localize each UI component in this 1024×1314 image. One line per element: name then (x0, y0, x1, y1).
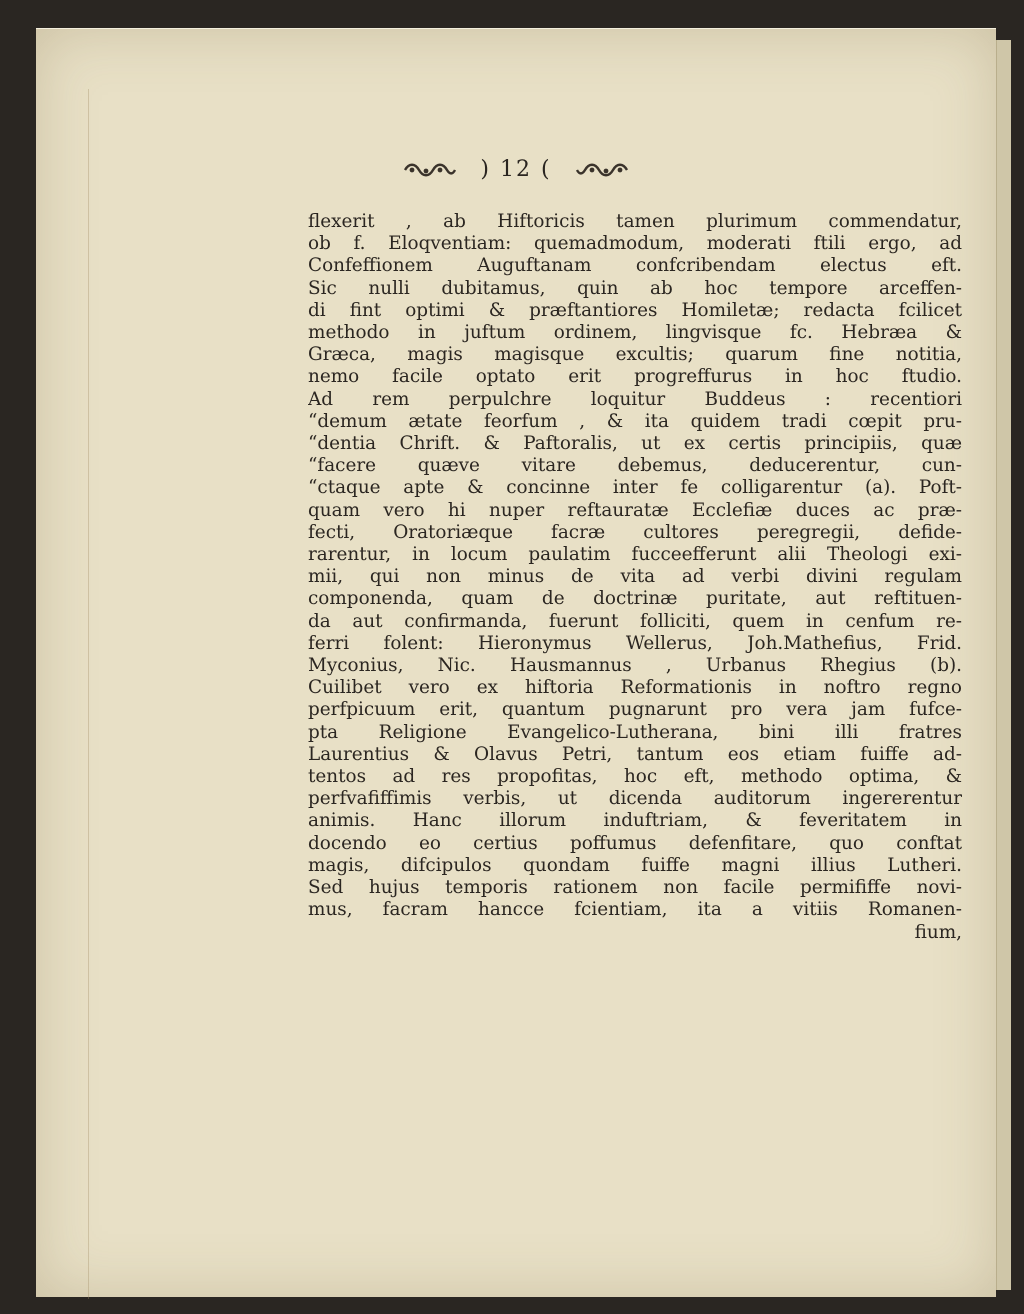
text-line: docendo eo certius poffumus defenfitare, quo conftat (308, 832, 962, 854)
text-line: “ctaque apte & concinne inter fe colligarentur (a). Poft- (308, 477, 962, 499)
text-line: flexerit , ab Hiftoricis tamen plurimum commendatur, (308, 211, 962, 232)
text-line: nemo facile optato erit progreffurus in hoc ftudio. (308, 366, 962, 388)
page-fold-line (88, 89, 89, 1299)
page-number: ) 12 ( (480, 157, 552, 182)
text-line: fecti, Oratoriæque facræ cultores peregregii, defide- (308, 521, 962, 543)
text-line: “demum ætate feorfum , & ita quidem tradi cœpit pru- (308, 410, 962, 432)
text-line: di fint optimi & præftantiores Homiletæ; redacta fcilicet (308, 299, 962, 321)
text-line: Ad rem perpulchre loquitur Buddeus : recentiori (308, 388, 962, 410)
text-line: Confeffionem Auguftanam confcribendam electus eft. (308, 255, 962, 277)
text-line: rarentur, in locum paulatim fucceefferunt alii Theologi exi- (308, 544, 962, 566)
text-line: componenda, quam de doctrinæ puritate, aut reftituen- (308, 588, 962, 610)
text-line: da aut confirmanda, fuerunt folliciti, quem in cenfum re- (308, 610, 962, 632)
text-line: Græca, magis magisque excultis; quarum fine notitia, (308, 344, 962, 366)
text-line: quam vero hi nuper reftauratæ Ecclefiæ duces ac præ- (308, 499, 962, 521)
right-ornament-icon (575, 161, 631, 179)
text-line: methodo in juftum ordinem, lingvisque fc. Hebræa & (308, 322, 962, 344)
text-line: perfvafiffimis verbis, ut dicenda auditorum ingererentur (308, 788, 962, 810)
text-line: ferri folent: Hieronymus Wellerus, Joh.Mathefius, Frid. (308, 632, 962, 654)
text-line: Laurentius & Olavus Petri, tantum eos etiam fuiffe ad- (308, 743, 962, 765)
text-line: tentos ad res propofitas, hoc eft, methodo optima, & (308, 766, 962, 788)
text-line: animis. Hanc illorum induftriam, & feveritatem in (308, 810, 962, 832)
text-line: “dentia Chrift. & Paftoralis, ut ex certis principiis, quæ (308, 433, 962, 455)
text-line: “facere quæve vitare debemus, deducerentur, cun- (308, 455, 962, 477)
book-page (36, 28, 996, 1297)
next-page-edge (996, 40, 1011, 1290)
left-ornament-icon (401, 161, 457, 179)
body-text (308, 211, 962, 944)
text-line: perfpicuum erit, quantum pugnarunt pro vera jam fufce- (308, 699, 962, 721)
page-header (36, 157, 996, 182)
text-line: mus, facram hancce fcientiam, ita a vitiis Romanen- (308, 899, 962, 921)
text-line: Myconius, Nic. Hausmannus , Urbanus Rhegius (b). (308, 655, 962, 677)
text-line: Cuilibet vero ex hiftoria Reformationis in noftro regno (308, 677, 962, 699)
text-line: magis, difcipulos quondam fuiffe magni illius Lutheri. (308, 854, 962, 876)
text-line: pta Religione Evangelico-Lutherana, bini illi fratres (308, 721, 962, 743)
text-line: Sic nulli dubitamus, quin ab hoc tempore arceffen- (308, 277, 962, 299)
catchword: fium, (914, 921, 962, 943)
text-line: ob f. Eloqventiam: quemadmodum, moderati ftili ergo, ad (308, 233, 962, 255)
text-line: Sed hujus temporis rationem non facile permififfe novi- (308, 877, 962, 899)
text-line: mii, qui non minus de vita ad verbi divini regulam (308, 566, 962, 588)
